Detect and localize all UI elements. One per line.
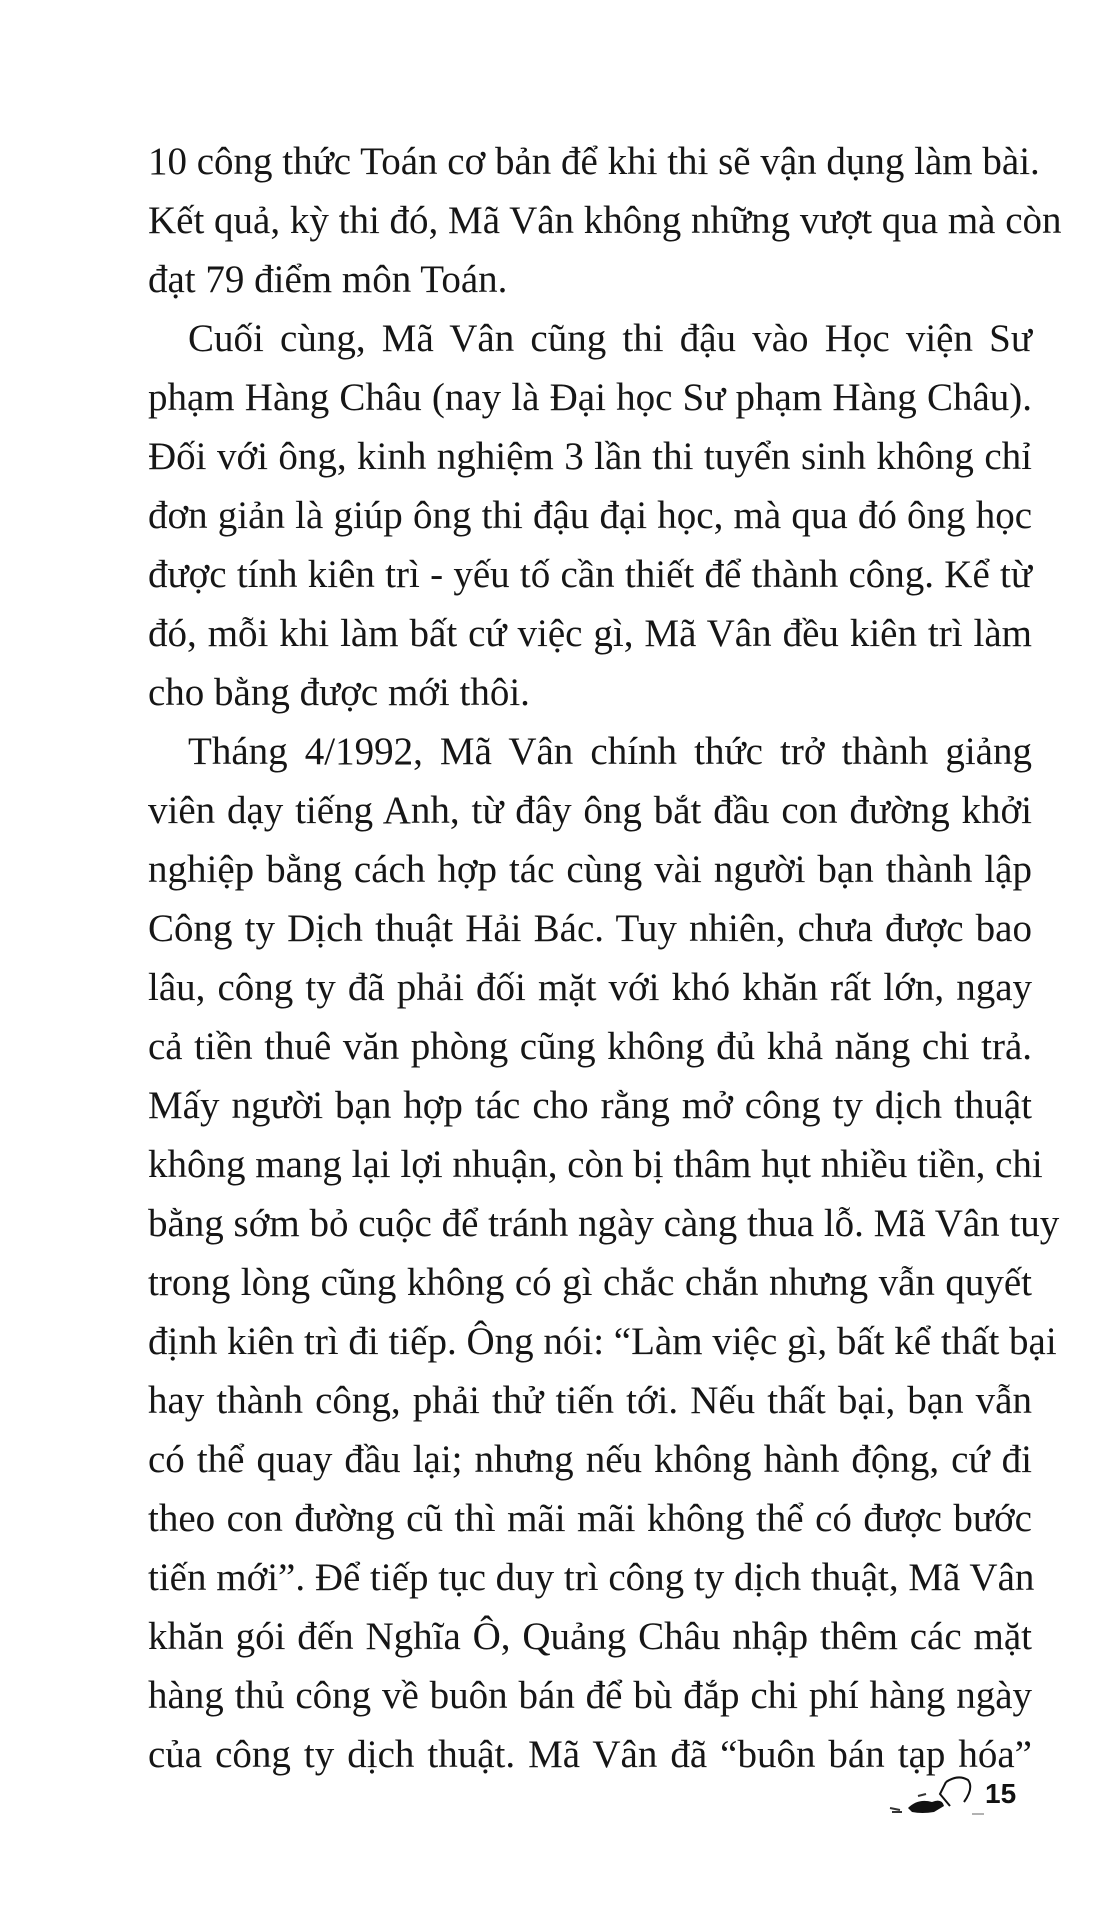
page-footer <box>888 1772 1028 1822</box>
text-line: Cuối cùng, Mã Vân cũng thi đậu vào Học viện Sư <box>188 317 1032 360</box>
page-body <box>148 132 1062 1784</box>
text-line: Kết quả, kỳ thi đó, Mã Vân không những vượt qua mà còn <box>148 199 1062 242</box>
text-line: cho bằng được mới thôi. <box>148 671 530 714</box>
text-line: khăn gói đến Nghĩa Ô, Quảng Châu nhập thêm các mặt <box>148 1615 1032 1658</box>
text-line: của công ty dịch thuật. Mã Vân đã “buôn bán tạp hóa” <box>148 1733 1032 1776</box>
text-line: hay thành công, phải thử tiến tới. Nếu thất bại, bạn vẫn <box>148 1379 1032 1422</box>
text-line: viên dạy tiếng Anh, từ đây ông bắt đầu con đường khởi <box>148 789 1032 832</box>
text-line: đó, mỗi khi làm bất cứ việc gì, Mã Vân đều kiên trì làm <box>148 612 1032 655</box>
text-line: theo con đường cũ thì mãi mãi không thể có được bước <box>148 1497 1032 1540</box>
text-line: Mấy người bạn hợp tác cho rằng mở công ty dịch thuật <box>148 1084 1032 1127</box>
text-line: lâu, công ty đã phải đối mặt với khó khăn rất lớn, ngay <box>148 966 1032 1009</box>
text-line: nghiệp bằng cách hợp tác cùng vài người bạn thành lập <box>148 848 1032 891</box>
text-line: Công ty Dịch thuật Hải Bác. Tuy nhiên, chưa được bao <box>148 907 1032 950</box>
decorative-vignette-icon <box>888 1772 984 1818</box>
text-line: định kiên trì đi tiếp. Ông nói: “Làm việc gì, bất kể thất bại <box>148 1320 1057 1363</box>
text-line: bằng sớm bỏ cuộc để tránh ngày càng thua lỗ. Mã Vân tuy <box>148 1202 1060 1245</box>
text-line: Tháng 4/1992, Mã Vân chính thức trở thành giảng <box>188 730 1032 773</box>
text-line: tiến mới”. Để tiếp tục duy trì công ty dịch thuật, Mã Vân <box>148 1556 1035 1599</box>
text-line: phạm Hàng Châu (nay là Đại học Sư phạm Hàng Châu). <box>148 376 1032 419</box>
text-line: trong lòng cũng không có gì chắc chắn nhưng vẫn quyết <box>148 1261 1032 1304</box>
text-line: hàng thủ công về buôn bán để bù đắp chi phí hàng ngày <box>148 1674 1032 1717</box>
text-line: cả tiền thuê văn phòng cũng không đủ khả năng chi trả. <box>148 1025 1032 1068</box>
text-line: đạt 79 điểm môn Toán. <box>148 258 508 301</box>
text-line: không mang lại lợi nhuận, còn bị thâm hụt nhiều tiền, chi <box>148 1143 1043 1186</box>
page-number: 15 <box>985 1778 1017 1809</box>
text-line: Đối với ông, kinh nghiệm 3 lần thi tuyển sinh không chỉ <box>148 435 1032 478</box>
text-line: đơn giản là giúp ông thi đậu đại học, mà qua đó ông học <box>148 494 1032 537</box>
text-line: có thể quay đầu lại; nhưng nếu không hành động, cứ đi <box>148 1438 1032 1481</box>
text-line: 10 công thức Toán cơ bản để khi thi sẽ vận dụng làm bài. <box>148 140 1040 183</box>
text-line: được tính kiên trì - yếu tố cần thiết để thành công. Kể từ <box>148 553 1032 596</box>
